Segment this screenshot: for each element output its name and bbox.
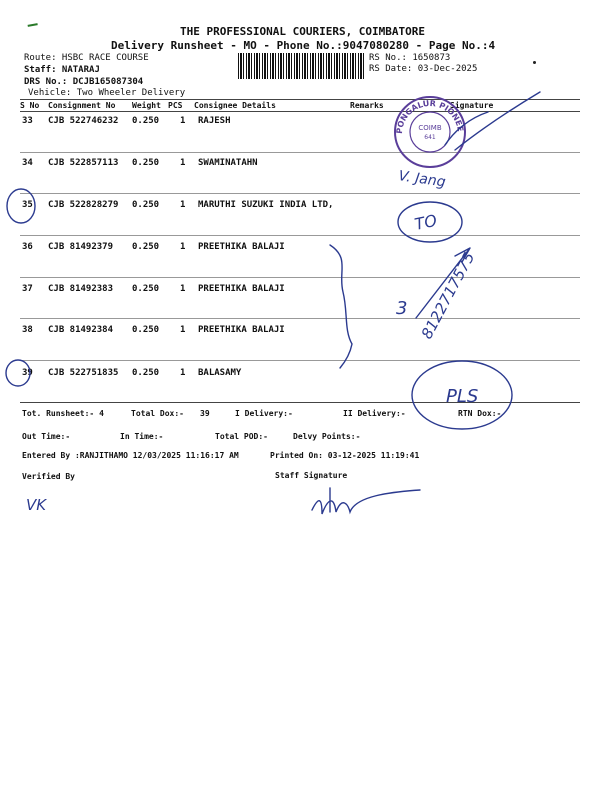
i-delivery: I Delivery:-: [235, 409, 293, 418]
col-consignment: Consignment No: [48, 101, 116, 110]
verified-by-label: Verified By: [22, 472, 75, 481]
drs-number: DRS No.: DCJB165087304: [24, 77, 144, 87]
rtn-dox: RTN Dox:-: [458, 409, 502, 418]
corner-mark: [28, 23, 39, 31]
stamp-text-pin: 641: [424, 134, 436, 141]
row-sno: 38: [22, 325, 33, 335]
total-dox-value: 39: [200, 409, 210, 418]
row-consignee: PREETHIKA BALAJI: [198, 284, 285, 294]
total-pod: Total POD:-: [215, 432, 268, 441]
ii-delivery: II Delivery:-: [343, 409, 406, 418]
row-consignee: PREETHIKA BALAJI: [198, 242, 285, 252]
col-pcs: PCS: [168, 101, 183, 110]
row-pcs: 1: [180, 368, 186, 378]
row-divider: [20, 318, 580, 319]
handwritten-phone: 8122717575: [417, 249, 479, 342]
tot-runsheet: Tot. Runsheet:- 4: [22, 409, 104, 418]
col-remarks: Remarks: [350, 101, 384, 110]
handwritten-pls: PLS: [446, 386, 479, 407]
row-divider: [20, 235, 580, 236]
table-row: [20, 200, 580, 212]
dot-mark: [533, 61, 536, 64]
table-row: [20, 116, 580, 128]
row-divider: [20, 277, 580, 278]
row-weight: 0.250: [132, 200, 160, 210]
staff-signature-label: Staff Signature: [275, 471, 348, 480]
row-sno: 37: [22, 284, 33, 294]
row-sno: 39: [22, 368, 33, 378]
row-pcs: 1: [180, 158, 186, 168]
row-consignee: BALASAMY: [198, 368, 242, 378]
row-consignee: RAJESH: [198, 116, 231, 126]
row-weight: 0.250: [132, 284, 160, 294]
handwritten-note: V. Jang: [397, 168, 447, 191]
table-top-rule: [20, 99, 580, 100]
row-consignment: CJB 522751835: [48, 368, 119, 378]
row-consignment: CJB 522857113: [48, 158, 119, 168]
row-pcs: 1: [180, 242, 186, 252]
route-label: Route: HSBC RACE COURSE: [24, 53, 149, 63]
row-sno: 33: [22, 116, 33, 126]
row-pcs: 1: [180, 325, 186, 335]
table-row: [20, 368, 580, 380]
row-weight: 0.250: [132, 368, 160, 378]
row-consignment: CJB 81492379: [48, 242, 114, 252]
row-divider: [20, 360, 580, 361]
row-divider: [20, 193, 580, 194]
row-weight: 0.250: [132, 116, 160, 126]
printed-on: Printed On: 03-12-2025 11:19:41: [270, 451, 420, 460]
row-pcs: 1: [180, 200, 186, 210]
row-sno: 36: [22, 242, 33, 252]
table-bottom-rule: [20, 402, 580, 403]
row-weight: 0.250: [132, 158, 160, 168]
handwritten-number: 3: [396, 298, 408, 319]
row-divider: [20, 152, 580, 153]
handwritten-to: TO: [412, 210, 439, 234]
table-row: [20, 158, 580, 170]
col-weight: Weight: [132, 101, 161, 110]
row-consignee: SWAMINATAHN: [198, 158, 258, 168]
row-consignment: CJB 522746232: [48, 116, 119, 126]
row-pcs: 1: [180, 284, 186, 294]
entered-by: Entered By :RANJITHAMO 12/03/2025 11:16:17 AM: [22, 451, 239, 460]
runsheet-subtitle: Delivery Runsheet - MO - Phone No.:9047080280 - Page No.:4: [111, 39, 496, 52]
row-sno: 34: [22, 158, 33, 168]
handwritten-initials: VK: [26, 496, 47, 514]
company-title: THE PROFESSIONAL COURIERS, COIMBATORE: [180, 25, 426, 38]
total-dox-label: Total Dox:-: [131, 409, 184, 418]
row-consignee: PREETHIKA BALAJI: [198, 325, 285, 335]
vehicle-label: Vehicle: Two Wheeler Delivery: [28, 88, 186, 98]
in-time: In Time:-: [120, 432, 164, 441]
row-weight: 0.250: [132, 242, 160, 252]
stamp-text-city: COIMB: [418, 124, 442, 132]
table-header-rule: [20, 111, 580, 112]
row-consignment: CJB 81492383: [48, 284, 114, 294]
row-consignee: MARUTHI SUZUKI INDIA LTD,: [198, 200, 334, 210]
table-row: [20, 325, 580, 337]
delvy-points: Delvy Points:-: [293, 432, 361, 441]
row-consignment: CJB 81492384: [48, 325, 114, 335]
staff-label: Staff: NATARAJ: [24, 65, 100, 75]
stamp-text-top: PONGALUR PIONEE: [394, 98, 465, 135]
col-signature: Signature: [450, 101, 494, 110]
table-row: [20, 284, 580, 296]
row-weight: 0.250: [132, 325, 160, 335]
row-pcs: 1: [180, 116, 186, 126]
out-time: Out Time:-: [22, 432, 71, 441]
row-sno: 35: [22, 200, 33, 210]
col-consignee: Consignee Details: [194, 101, 276, 110]
table-row: [20, 242, 580, 254]
rs-date: RS Date: 03-Dec-2025: [369, 64, 478, 74]
col-sno: S No: [20, 101, 40, 110]
row-consignment: CJB 522828279: [48, 200, 119, 210]
rs-number: RS No.: 1650873: [369, 53, 451, 63]
barcode: [238, 53, 364, 79]
